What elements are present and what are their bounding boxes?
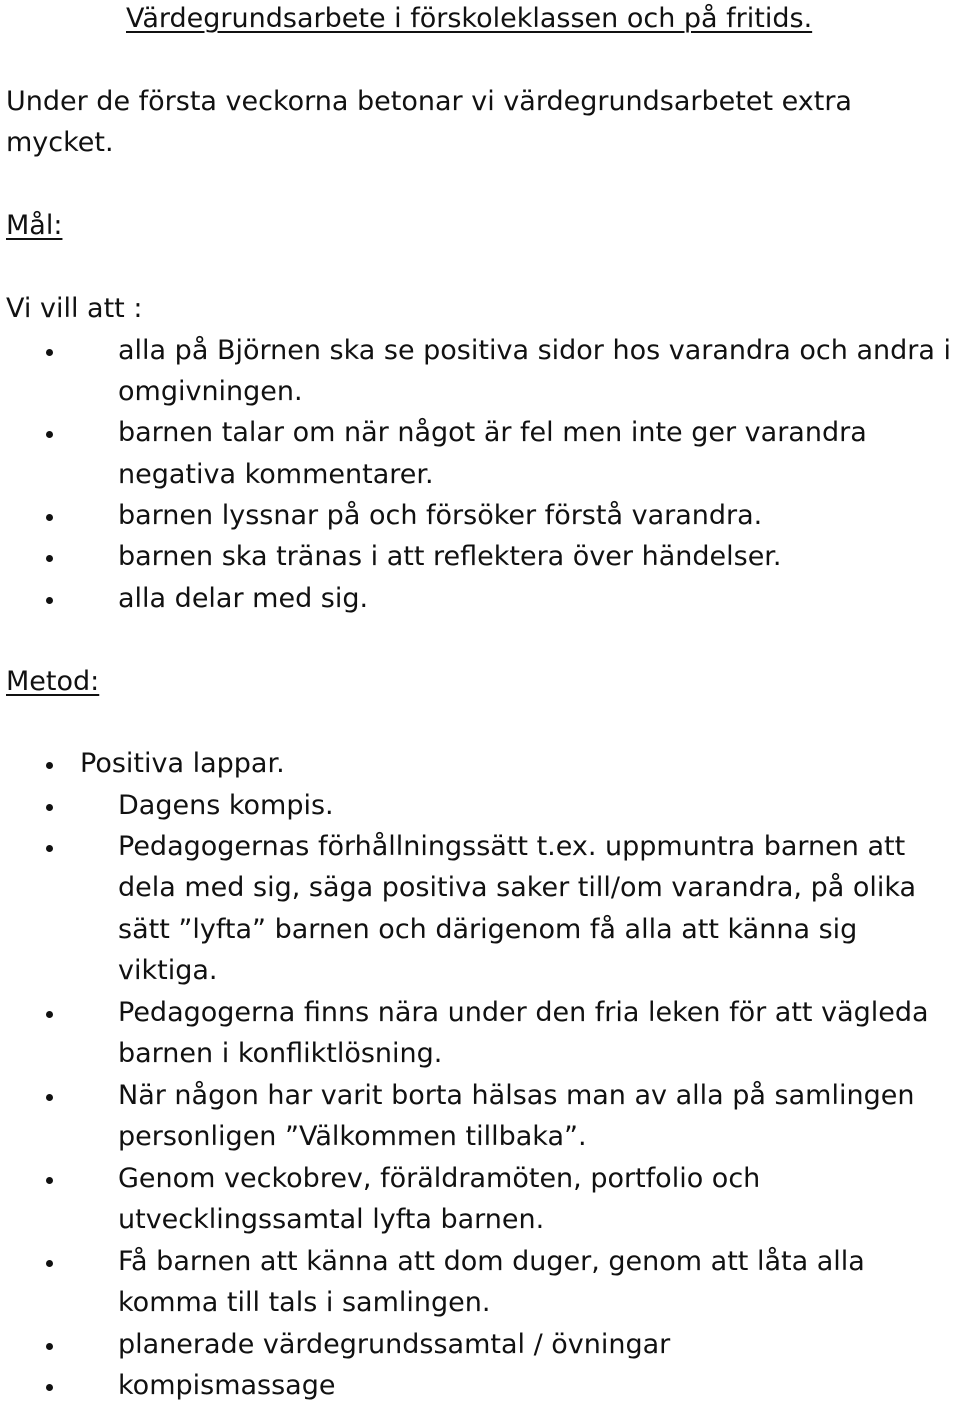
goals-lead: Vi vill att :: [6, 293, 143, 324]
method-item-text: Genom veckobrev, föräldramöten, portfolio och: [118, 1163, 761, 1194]
method-item-text: Pedagogernas förhållningssätt t.ex. uppmuntra barnen att: [118, 831, 906, 862]
method-item-text: Dagens kompis.: [118, 790, 334, 821]
goal-item-text: barnen talar om när något är fel men inte ger varandra: [118, 417, 867, 448]
bullet-icon: [46, 762, 53, 769]
bullet-icon: [46, 514, 53, 521]
goal-item-text: omgivningen.: [118, 376, 303, 407]
bullet-icon: [46, 1260, 53, 1267]
method-item-text: Få barnen att känna att dom duger, genom att låta alla: [118, 1246, 865, 1277]
goal-item-text: alla delar med sig.: [118, 583, 369, 614]
method-item-text: kompismassage: [118, 1370, 336, 1401]
bullet-icon: [46, 555, 53, 562]
method-item-text: personligen ”Välkommen tillbaka”.: [118, 1121, 587, 1152]
bullet-icon: [46, 1384, 53, 1391]
method-item-text: Positiva lappar.: [80, 748, 285, 779]
goal-item-text: negativa kommentarer.: [118, 459, 434, 490]
bullet-icon: [46, 804, 53, 811]
bullet-icon: [46, 431, 53, 438]
bullet-icon: [46, 597, 53, 604]
method-item-text: sätt ”lyfta” barnen och därigenom få alla att känna sig: [118, 914, 858, 945]
method-item-text: barnen i konfliktlösning.: [118, 1038, 443, 1069]
intro-line-1: Under de första veckorna betonar vi värdegrundsarbetet extra: [6, 86, 852, 117]
method-item-text: utvecklingssamtal lyfta barnen.: [118, 1204, 545, 1235]
page-title: Värdegrundsarbete i förskoleklassen och på fritids.: [126, 3, 813, 34]
method-item-text: planerade värdegrundssamtal / övningar: [118, 1329, 671, 1360]
bullet-icon: [46, 1011, 53, 1018]
bullet-icon: [46, 845, 53, 852]
bullet-icon: [46, 1343, 53, 1350]
bullet-icon: [46, 1177, 53, 1184]
goals-heading: Mål:: [6, 210, 63, 241]
method-item-text: viktiga.: [118, 955, 218, 986]
intro-line-2: mycket.: [6, 127, 114, 158]
bullet-icon: [46, 1094, 53, 1101]
method-item-text: dela med sig, säga positiva saker till/om varandra, på olika: [118, 872, 917, 903]
method-item-text: komma till tals i samlingen.: [118, 1287, 491, 1318]
method-heading: Metod:: [6, 666, 100, 697]
method-item-text: När någon har varit borta hälsas man av alla på samlingen: [118, 1080, 915, 1111]
goal-item-text: barnen lyssnar på och försöker förstå varandra.: [118, 500, 763, 531]
bullet-icon: [46, 349, 53, 356]
goal-item-text: barnen ska tränas i att reflektera över händelser.: [118, 541, 782, 572]
method-item-text: Pedagogerna finns nära under den fria leken för att vägleda: [118, 997, 929, 1028]
goal-item-text: alla på Björnen ska se positiva sidor hos varandra och andra i: [118, 335, 951, 366]
